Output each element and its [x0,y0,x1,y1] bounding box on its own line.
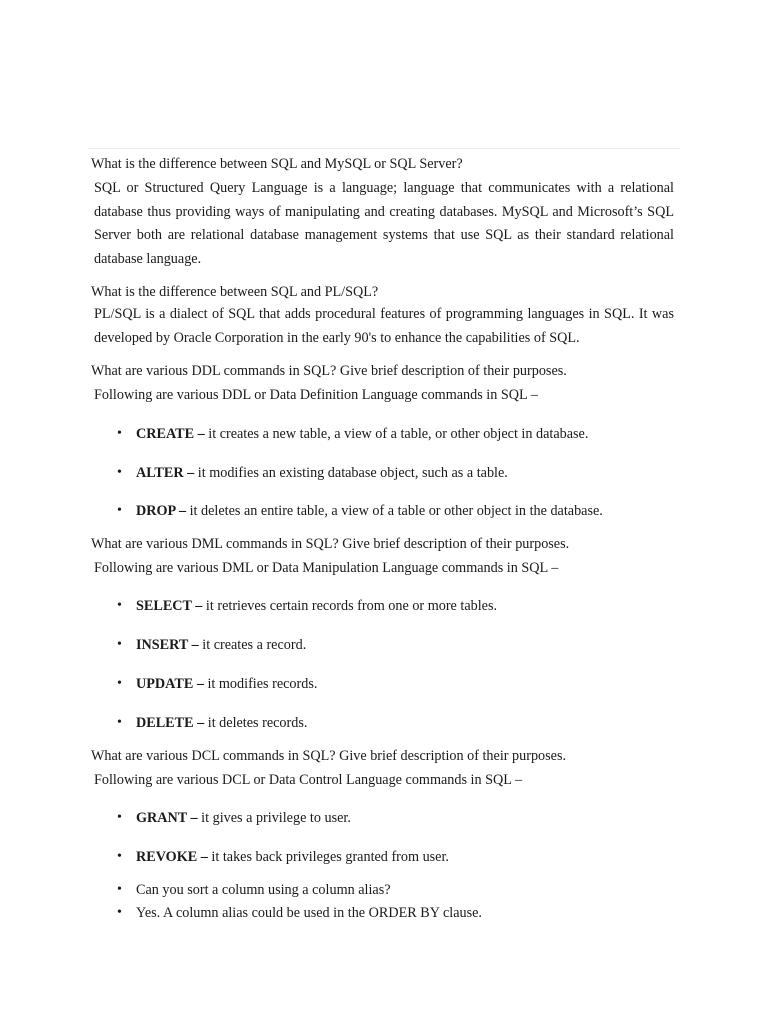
question-sql-vs-plsql: What is the difference between SQL and PL/SQL? [91,284,379,300]
command-name: DROP – [136,503,187,519]
question-ddl: What are various DDL commands in SQL? Give brief description of their purposes. [91,363,567,379]
command-description: it retrieves certain records from one or more tables. [202,598,498,614]
command-name: REVOKE – [136,849,208,865]
top-divider [88,148,680,149]
alias-question: Can you sort a column using a column alias? [136,882,391,898]
command-description: it creates a record. [198,637,307,653]
question-sql-vs-mysql: What is the difference between SQL and MySQL or SQL Server? [91,156,463,172]
intro-dml: Following are various DML or Data Manipulation Language commands in SQL – [94,560,559,576]
command-name: GRANT – [136,810,198,826]
command-description: it creates a new table, a view of a table, or other object in database. [204,426,589,442]
command-description: it deletes an entire table, a view of a table or other object in the database. [186,503,603,519]
command-description: it deletes records. [204,715,308,731]
bullet-icon: • [117,598,122,613]
command-name: INSERT – [136,637,199,653]
answer-sql-vs-mysql: SQL or Structured Query Language is a language; language that communicates with a relational database thus providing ways of manipulating and creating databases. MySQL and Microsoft’s SQL Server both are relational database management systems that use SQL as their standard relational database language. [94,180,674,268]
intro-dcl: Following are various DCL or Data Control Language commands in SQL – [94,772,523,788]
command-description: it gives a privilege to user. [197,810,351,826]
bullet-icon: • [117,676,122,691]
command-description: it modifies records. [203,676,318,692]
command-description: it modifies an existing database object, such as a table. [194,465,508,481]
bullet-icon: • [117,715,122,730]
bullet-icon: • [117,637,122,652]
alias-answer: Yes. A column alias could be used in the ORDER BY clause. [136,905,482,921]
command-name: DELETE – [136,715,205,731]
command-name: SELECT – [136,598,203,614]
command-name: CREATE – [136,426,205,442]
bullet-icon: • [117,465,122,480]
bullet-icon: • [117,426,122,441]
command-name: ALTER – [136,465,195,481]
bullet-icon: • [117,882,122,897]
command-name: UPDATE – [136,676,204,692]
bullet-icon: • [117,849,122,864]
bullet-icon: • [117,810,122,825]
command-description: it takes back privileges granted from user. [207,849,449,865]
bullet-icon: • [117,905,122,920]
bullet-icon: • [117,503,122,518]
question-dml: What are various DML commands in SQL? Give brief description of their purposes. [91,536,570,552]
answer-sql-vs-plsql: PL/SQL is a dialect of SQL that adds procedural features of programming languages in SQL. It was developed by Oracle Corporation in the early 90's to enhance the capabilities of SQL. [94,306,674,346]
question-dcl: What are various DCL commands in SQL? Give brief description of their purposes. [91,748,567,764]
intro-ddl: Following are various DDL or Data Definition Language commands in SQL – [94,387,538,403]
